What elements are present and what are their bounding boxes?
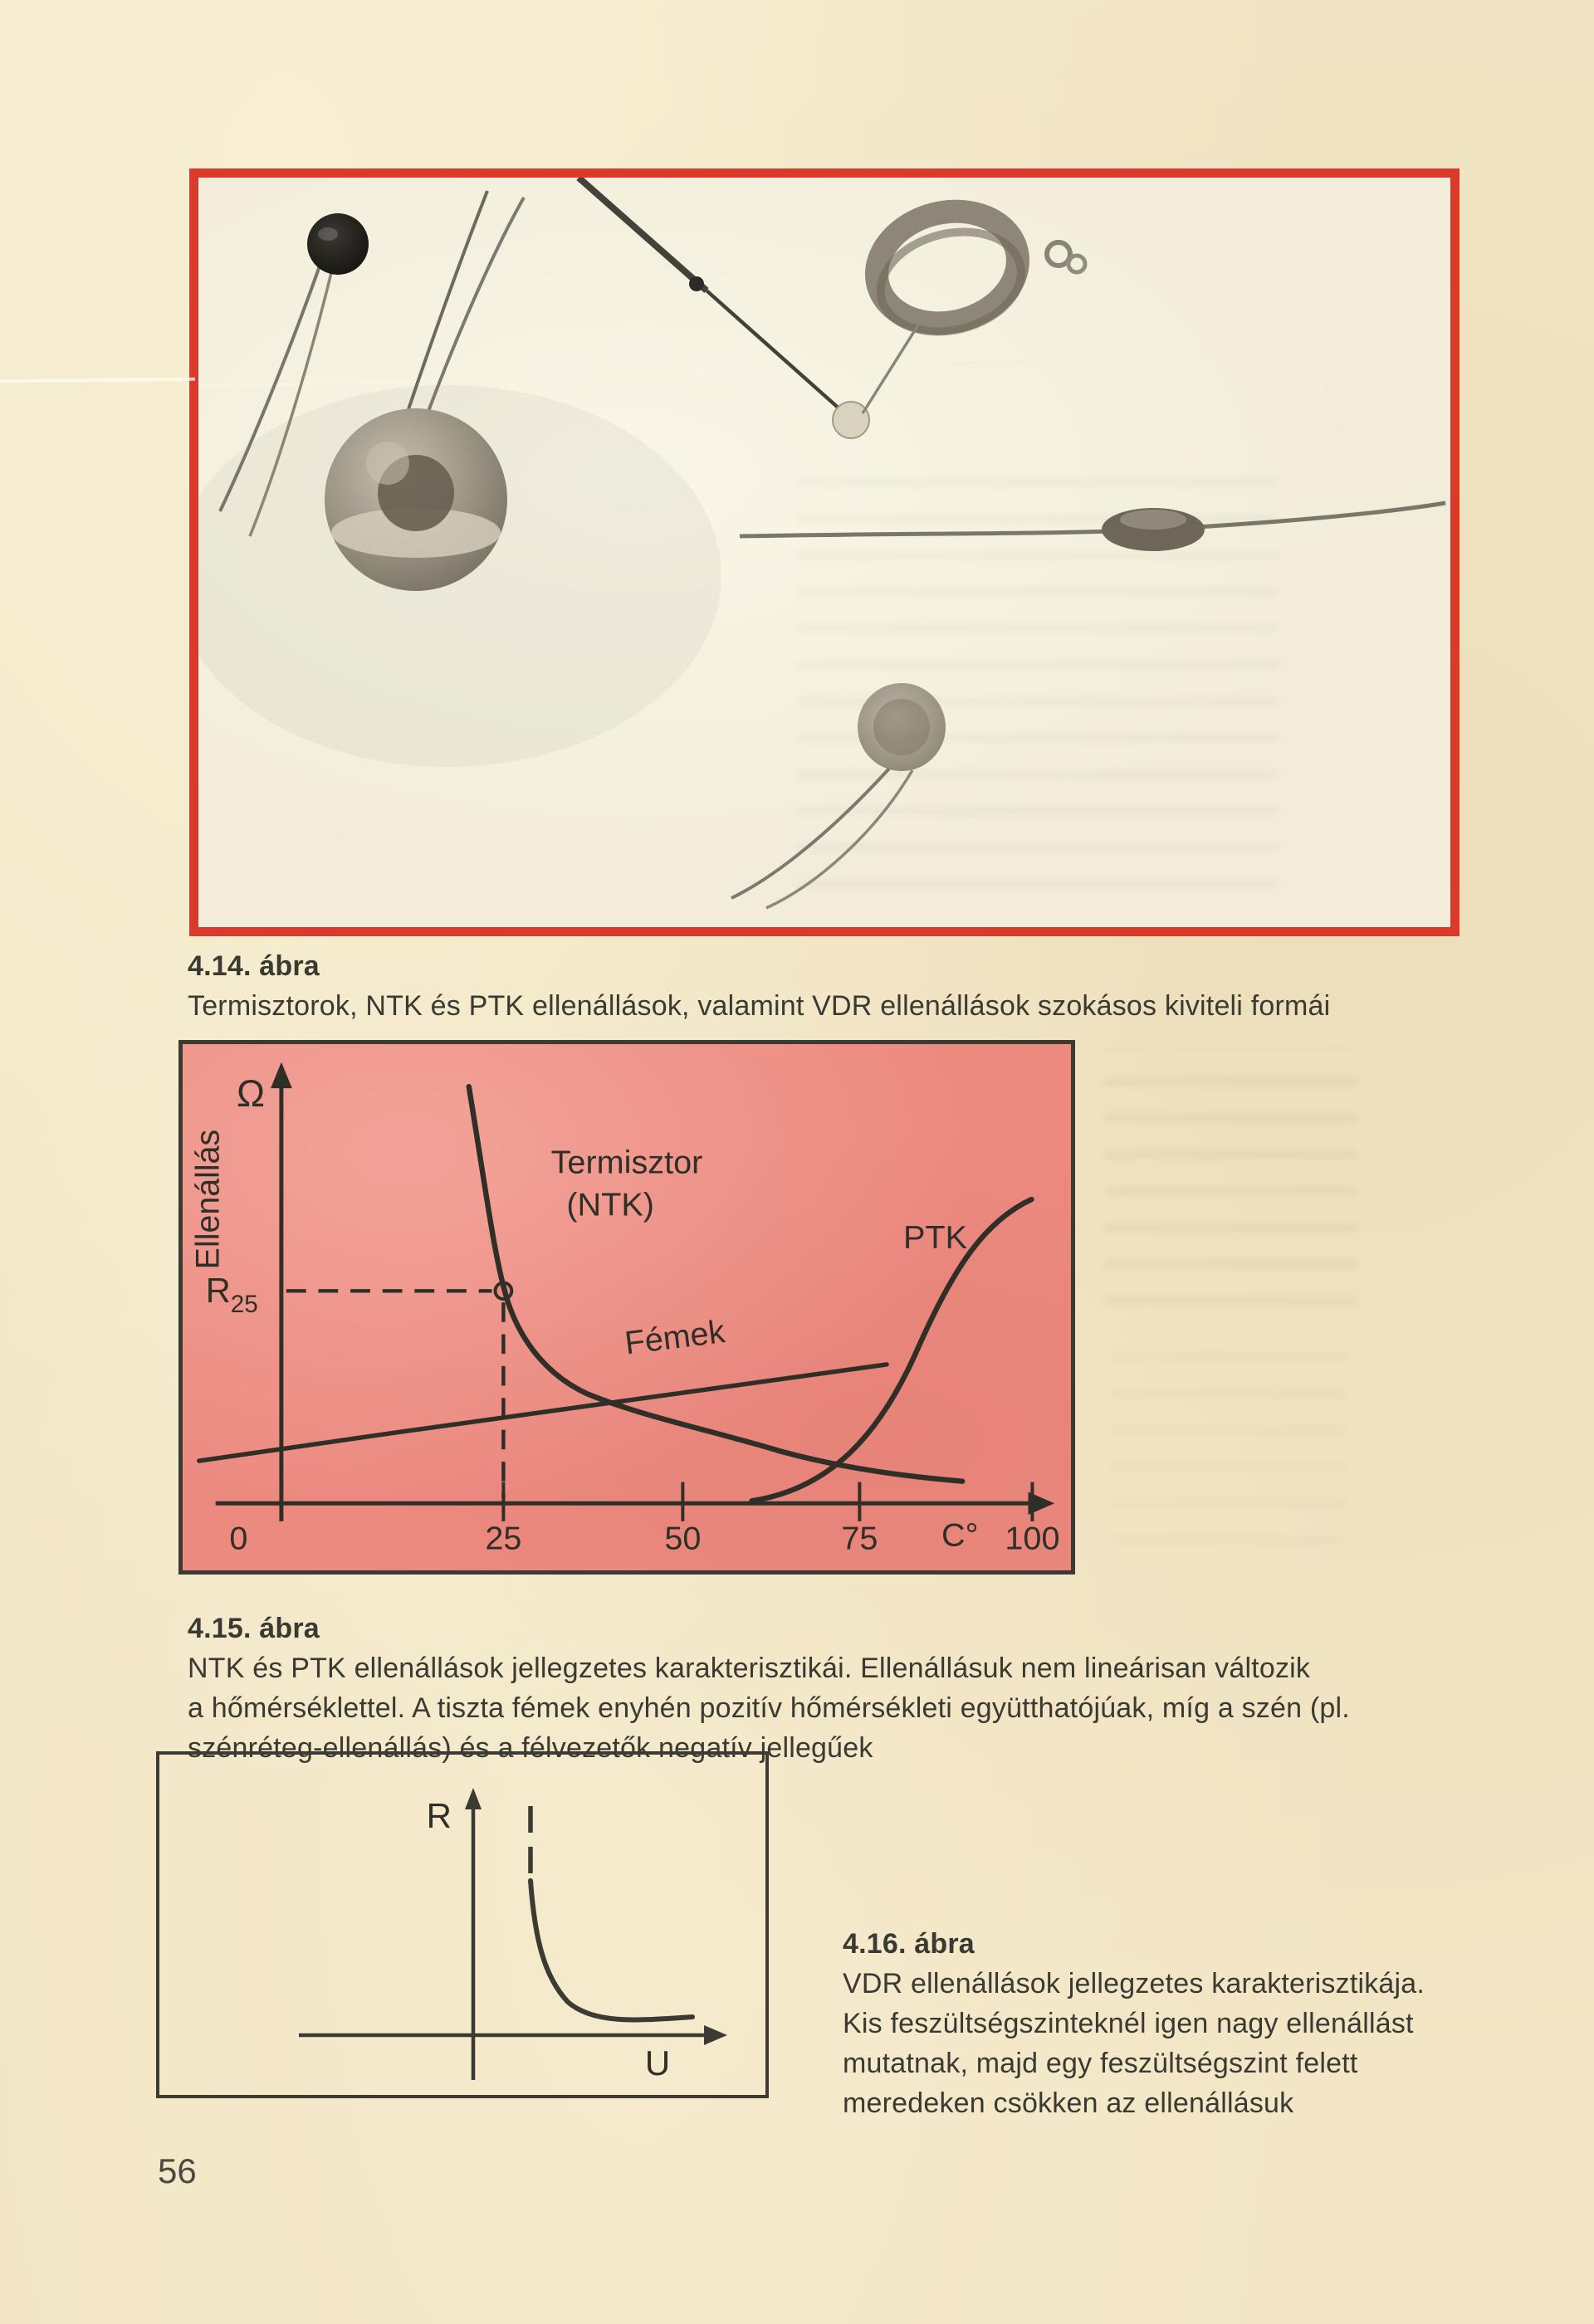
probe-rod-tip <box>707 290 843 412</box>
r25-label: $R_{25}$ <box>205 1271 258 1318</box>
ntk-ptk-characteristics-plot <box>183 1044 1071 1570</box>
figure-4-16-caption-block <box>843 1924 1490 2123</box>
ring-component <box>865 197 1032 345</box>
figure-4-16-chart <box>156 1751 769 2098</box>
figure-4-15-caption-line: szénréteg-ellenállás) és a félvezetők negatív jellegűek <box>188 1732 873 1764</box>
x-tick-label-75: 75 <box>841 1520 878 1557</box>
x-tick-label-0: 0 <box>229 1520 248 1557</box>
print-bleed-through <box>1112 1328 1345 1544</box>
x-tick-label-100: 100 <box>1005 1520 1060 1557</box>
small-disc-lead <box>766 770 912 908</box>
x-tick-label-50: 50 <box>664 1520 702 1557</box>
figure-4-15-caption-block <box>188 1609 1450 1768</box>
metals-line <box>199 1365 887 1461</box>
ptk-curve-label: PTK <box>902 1219 968 1257</box>
figure-4-14-caption-text: Termisztorok, NTK és PTK ellenállások, valamint VDR ellenállások szokásos kiviteli formái <box>188 990 1331 1022</box>
ntk-curve-label-line2: (NTK) <box>566 1186 655 1223</box>
print-bleed-through <box>1104 1047 1357 1305</box>
page-number: 56 <box>158 2151 197 2190</box>
y-axis-arrowhead <box>271 1062 292 1089</box>
ntk-curve <box>469 1086 962 1482</box>
figure-4-14-caption-block <box>188 946 1416 1026</box>
wire-curl <box>1068 256 1085 272</box>
figure-4-16-label: 4.16. ábra <box>843 1928 975 1960</box>
x-tick-label-25: 25 <box>485 1520 522 1557</box>
x-axis-arrowhead <box>704 2025 727 2045</box>
disc-highlight <box>318 227 338 241</box>
figure-4-15-caption-line: NTK és PTK ellenállások jellegzetes karakterisztikái. Ellenállásuk nem lineárisan változik <box>188 1653 1311 1684</box>
vdr-curve <box>531 1881 692 2019</box>
figure-4-15-label: 4.15. ábra <box>188 1613 320 1644</box>
figure-4-16-caption-line: mutatnak, majd egy feszültségszint felett <box>843 2048 1358 2079</box>
small-disc-center <box>873 699 930 755</box>
bead-thermistor-ball <box>833 402 869 438</box>
figure-4-14-photo-frame <box>189 168 1460 936</box>
figure-4-15-caption-line: a hőmérséklettel. A tiszta fémek enyhén pozitív hőmérsékleti együtthatójúak, míg a szén (pl. <box>188 1692 1350 1724</box>
probe-rod <box>579 178 707 290</box>
vdr-characteristic-plot <box>159 1755 765 2095</box>
figure-4-15-chart <box>178 1040 1075 1575</box>
y-axis-title: Ellenállás <box>189 1129 227 1270</box>
lens-disc-top <box>1120 510 1186 530</box>
x-axis-label: U <box>644 2043 671 2082</box>
photo-crease-left <box>198 377 601 387</box>
figure-4-16-caption-line: VDR ellenállások jellegzetes karakterisztikája. <box>843 1968 1425 1999</box>
figure-4-14-label: 4.14. ábra <box>188 950 320 982</box>
figure-4-16-caption-line: meredeken csökken az ellenállásuk <box>843 2087 1294 2119</box>
axial-lead-wire <box>740 503 1445 536</box>
figure-4-16-caption-line: Kis feszültségszinteknél igen nagy ellenállást <box>843 2008 1414 2039</box>
black-disc-thermistor <box>307 213 369 275</box>
rod-bead <box>689 276 704 291</box>
y-axis-label: R <box>426 1796 452 1835</box>
metals-line-label: Fémek <box>623 1313 727 1362</box>
ring-lead-wire <box>863 324 919 413</box>
y-axis-arrowhead <box>465 1788 482 1809</box>
disc-highlight <box>366 442 409 485</box>
x-axis-unit-label: C° <box>941 1516 979 1554</box>
ntk-curve-label-line1: Termisztor <box>550 1144 703 1181</box>
thermistor-components-photo <box>198 178 1450 927</box>
photo-crease-right <box>950 347 1450 364</box>
y-axis-unit-label: Ω <box>236 1072 266 1115</box>
donut-lead-wire <box>408 191 487 412</box>
page-crease <box>0 378 195 383</box>
